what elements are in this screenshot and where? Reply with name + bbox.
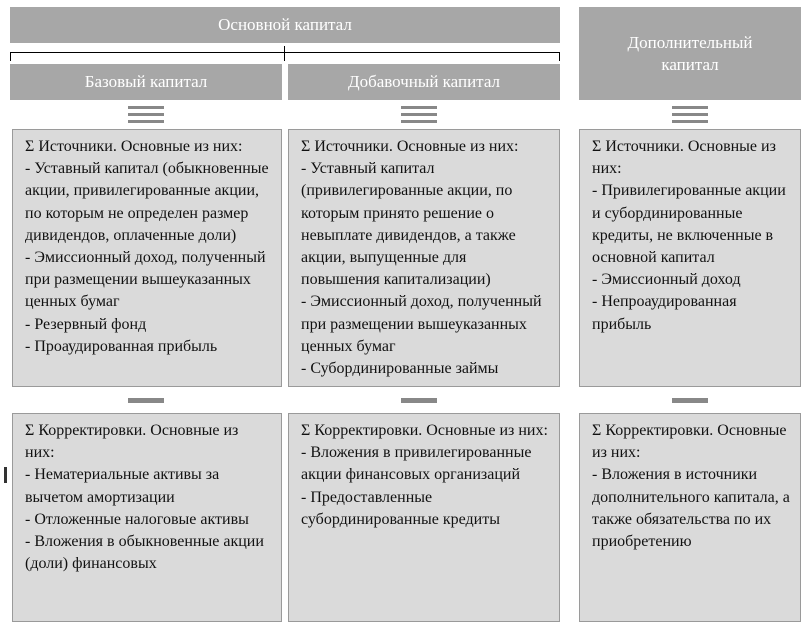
extra-capital-label: Добавочный капитал <box>347 72 500 91</box>
list-item: - Привилегированные акции и субординированные кредиты, не включенные в основной капитал <box>592 182 786 267</box>
bracket-left-tick <box>10 52 11 61</box>
base-sources-box <box>12 129 282 387</box>
adjustments-title: Σ Корректировки. Основные из них: <box>301 422 548 439</box>
adjustments-title: Σ Корректировки. Основные из них: <box>25 422 239 462</box>
list-item: - Непроаудированная прибыль <box>592 293 737 333</box>
list-item: - Эмиссионный доход <box>592 271 741 289</box>
bracket-center-tick <box>284 46 285 61</box>
list-item: - Уставный капитал (обыкновенные акции, привилегированные акции, по которым не определен размер дивидендов, оплаченные доли) <box>25 160 269 244</box>
list-item: - Уставный капитал (привилегированные акции, по которым принято решение о невыплате дивидендов, а также акции, выпущенные для повышения капитализации) <box>301 160 516 289</box>
sources-title: Σ Источники. Основные из них: <box>592 138 776 178</box>
list-item: - Отложенные налоговые активы <box>25 510 249 528</box>
list-item: - Эмиссионный доход, полученный при размещении вышеуказанных ценных бумаг <box>25 249 266 311</box>
additional-adjustments-box <box>579 413 801 622</box>
minus-sign <box>401 398 437 403</box>
adjustments-title: Σ Корректировки. Основные из них: <box>592 422 787 462</box>
additional-capital-label: Дополнительный капитал <box>627 32 753 74</box>
list-item: - Вложения в привилегированные акции финансовых организаций <box>301 444 532 484</box>
main-capital-header <box>10 7 560 43</box>
edge-mark <box>4 467 7 483</box>
equals-sign <box>672 106 708 127</box>
extra-sources-box <box>288 129 560 387</box>
extra-adjustments-box <box>288 413 560 622</box>
list-item: - Субординированные займы <box>301 360 499 378</box>
sources-title: Σ Источники. Основные из них: <box>301 138 519 155</box>
list-item: - Резервный фонд <box>25 315 147 333</box>
base-capital-label: Базовый капитал <box>84 72 208 91</box>
additional-capital-header <box>579 7 801 100</box>
minus-sign <box>128 398 164 403</box>
list-item: - Эмиссионный доход, полученный при размещении вышеуказанных ценных бумаг <box>301 293 542 355</box>
list-item: - Проаудированная прибыль <box>25 337 218 355</box>
list-item: - Предоставленные субординированные кредиты <box>301 488 500 528</box>
bracket-line <box>10 52 560 53</box>
extra-capital-header <box>288 64 560 100</box>
equals-sign <box>128 106 164 127</box>
main-capital-label: Основной капитал <box>218 15 352 34</box>
minus-sign <box>672 398 708 403</box>
base-capital-header <box>10 64 282 100</box>
additional-sources-box <box>579 129 801 387</box>
bracket-right-tick <box>559 52 560 61</box>
list-item: - Вложения в обыкновенные акции (доли) финансовых <box>25 533 264 573</box>
list-item: - Вложения в источники дополнительного капитала, а также обязательства по их приобретению <box>592 466 790 551</box>
base-adjustments-box <box>12 413 282 622</box>
equals-sign <box>401 106 437 127</box>
list-item: - Нематериальные активы за вычетом амортизации <box>25 466 220 506</box>
sources-title: Σ Источники. Основные из них: <box>25 138 243 155</box>
